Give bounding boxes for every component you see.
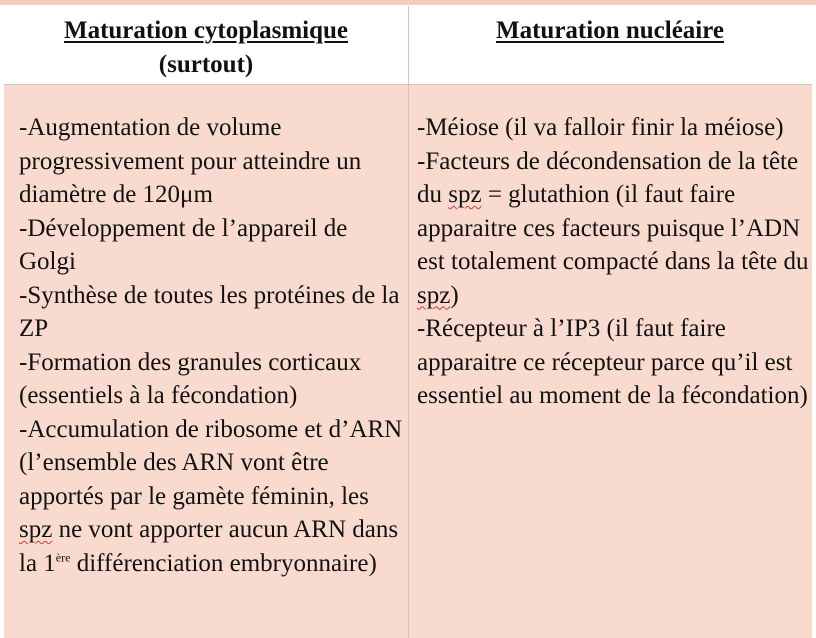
nuclear-item-meiosis: -Méiose (il va falloir finir la méiose) [417,114,784,141]
cytoplasmic-item: -Augmentation de volume progressivement pour atteindre un diamètre de 120μm [19,114,362,208]
header-cytoplasmic-title: Maturation cytoplasmique [63,17,349,44]
cytoplasmic-item: -Développement de l’appareil de Golgi [19,214,348,275]
rna-text-part2: ne vont apporter aucun ARN dans la 1 [19,516,399,577]
factors-text-a: -Facteurs de décondensation de la tête du [417,147,799,208]
cytoplasmic-item: -Synthèse de toutes les protéines de la ZP [19,281,400,342]
rna-text-part1: -Accumulation de ribosome et d’ARN (l’ensemble des ARN vont être apportés par le gamète féminin, les [19,415,403,510]
header-cytoplasmic [4,14,408,82]
column-divider [408,6,409,638]
spz-abbrev: spz [448,181,482,208]
spz-abbrev: spz [417,281,451,309]
top-rule [0,0,816,5]
rna-text-part3: différenciation embryonnaire) [70,549,377,577]
factors-text-b: = glutathion (il faut faire apparaitre ces facteurs puisque l’ADN est totalement compacté dans la tête du [417,181,809,275]
header-cytoplasmic-subtitle: (surtout) [158,51,254,78]
spz-abbrev: spz [19,516,53,543]
ordinal-superscript: ère [55,550,71,565]
cytoplasmic-item-rna [19,413,403,581]
nuclear-list [417,111,809,413]
nuclear-item-receptor: -Récepteur à l’IP3 (il faut faire apparaitre ce récepteur parce qu’il est essentiel au moment de la fécondation) [417,315,808,409]
cytoplasmic-item: -Formation des granules corticaux (essentiels à la fécondation) [19,348,362,409]
nuclear-item-factors [417,145,809,313]
header-nuclear [408,14,812,48]
header-nuclear-title: Maturation nucléaire [496,17,724,44]
cytoplasmic-list [19,111,403,580]
factors-text-c: ) [450,281,459,309]
